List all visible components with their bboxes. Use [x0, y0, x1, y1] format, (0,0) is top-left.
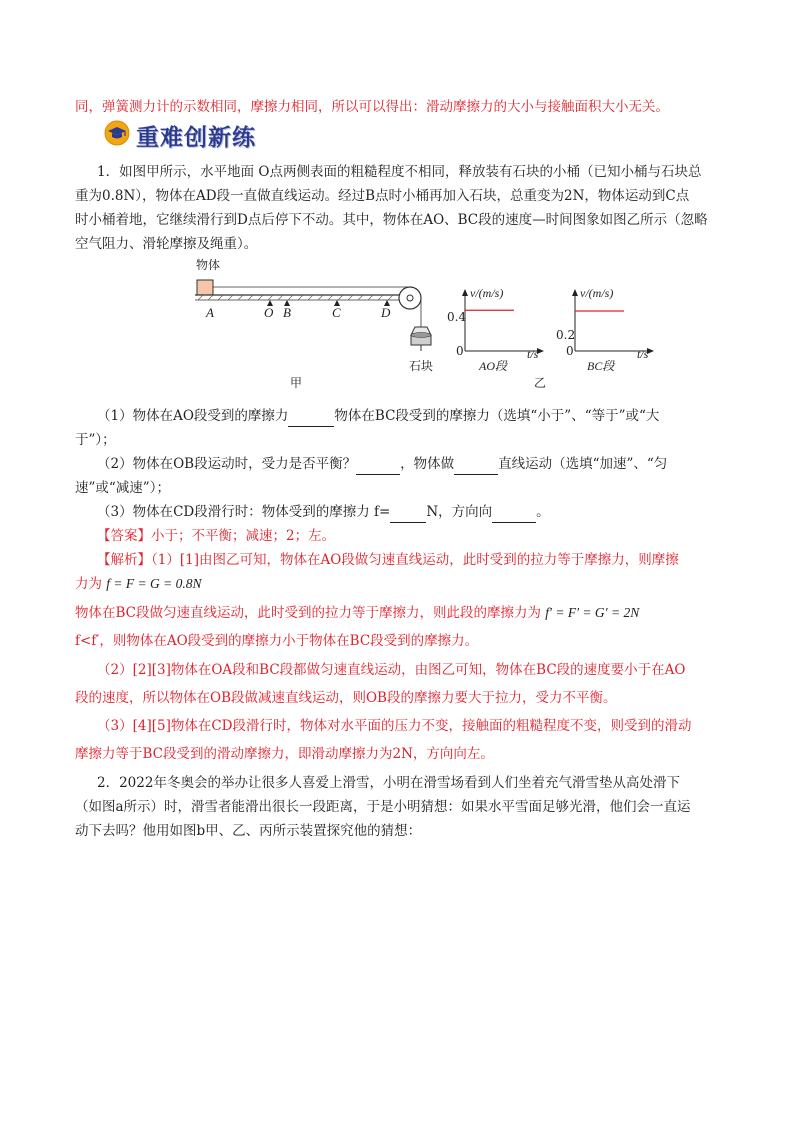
q1-line-3: 时小桶着地，它继续滑行到D点后停下不动。其中，物体在AO、BC段的速度—时间图象如图乙所示（忽略	[75, 212, 708, 228]
answer-tag: 【答案】	[97, 528, 151, 544]
analysis-line-1: 【解析】（1）[1]由图乙可知，物体在AO段做匀速直线运动，此时受到的拉力等于摩擦力，则摩擦	[97, 552, 679, 568]
answer-blank-2[interactable]	[356, 454, 400, 475]
figure-jia-caption: 甲	[290, 376, 303, 390]
point-a-label: A	[206, 305, 214, 320]
analysis-line-8: 摩擦力等于BC段受到的滑动摩擦力，即滑动摩擦力为2N，方向向左。	[75, 746, 494, 762]
object-label: 物体	[196, 258, 221, 272]
answer-text: 小于；不平衡；减速；2；左。	[151, 528, 336, 544]
answer-line	[97, 526, 335, 546]
sub1-line-2: 于”）；	[75, 432, 116, 448]
g1-origin: 0	[456, 344, 464, 358]
sub1-line: （1）物体在AO段受到的摩擦力 物体在BC段受到的摩擦力（选填“小于”、“等于”或“大	[97, 406, 659, 427]
point-c-label: C	[332, 305, 341, 320]
formula-2: f′ = F′ = G′ = 2N	[545, 605, 640, 620]
g2-tick: 0.2	[556, 328, 576, 342]
g1-tick: 0.4	[447, 310, 467, 324]
formula-1: f = F = G = 0.8N	[106, 576, 202, 591]
analysis-line-4: f<f′，则物体在AO段受到的摩擦力小于物体在BC段受到的摩擦力。	[75, 633, 479, 649]
g2-ylabel: v/(m/s)	[580, 286, 614, 300]
analysis-tag: 【解析】	[97, 552, 151, 568]
graduation-cap-icon	[104, 120, 130, 150]
analysis-line-7: （3）[4][5]物体在CD段滑行时，物体对水平面的压力不变，接触面的粗糙程度不变，则受到的滑动	[97, 718, 692, 734]
g1-xlabel: t/s	[527, 347, 539, 361]
section-title: 重难创新练	[136, 124, 256, 151]
analysis-line-6: 段的速度，所以物体在OB段做减速直线运动，则OB段的摩擦力要大于拉力，受力不平衡。	[75, 690, 617, 706]
sub2-line: （2）物体在OB段运动时，受力是否平衡？ ，物体做 直线运动（选填“加速”、“匀	[97, 454, 667, 475]
g2-segment-label: BC段	[587, 359, 615, 373]
answer-blank-1[interactable]	[288, 406, 334, 427]
sub3-line: （3）物体在CD段滑行时：物体受到的摩擦力 f= N，方向向 。	[97, 502, 550, 523]
point-d-label: D	[381, 305, 391, 320]
answer-blank-5[interactable]	[492, 502, 536, 523]
section-heading	[104, 118, 256, 152]
analysis-line-2: 力为 f = F = G = 0.8N	[75, 576, 202, 592]
figure-yi-caption: 乙	[534, 376, 547, 390]
stone-label: 石块	[409, 359, 434, 373]
object-block	[197, 280, 213, 295]
g2-xlabel: t/s	[637, 347, 649, 361]
q1-line-2: 重为0.8N），物体在AD段一直做直线运动。经过B点时小桶再加入石块，总重变为2N，物体运动到C点	[75, 188, 690, 204]
q2-line-1: 2．2022年冬奥会的举办让很多人喜爱上滑雪，小明在滑雪场看到人们坐着充气滑雪垫从高处滑下	[97, 775, 680, 791]
g1-segment-label: AO段	[479, 359, 507, 373]
q2-line-3: 动下去吗？他用如图b甲、乙、丙所示装置探究他的猜想：	[75, 823, 422, 839]
sub2-line-2: 速”或“减速”）；	[75, 480, 170, 496]
g1-ylabel: v/(m/s)	[470, 286, 504, 300]
point-o-label: O	[264, 305, 274, 320]
intro-line: 同，弹簧测力计的示数相同，摩擦力相同，所以可以得出：滑动摩擦力的大小与接触面积大小无关。	[75, 99, 669, 115]
analysis-line-3: 物体在BC段做匀速直线运动，此时受到的拉力等于摩擦力，则此段的摩擦力为 f′ = F′ = G′ = 2N	[75, 605, 640, 621]
q1-line-4: 空气阻力、滑轮摩擦及绳重）。	[75, 236, 258, 252]
analysis-line-5: （2）[2][3]物体在OA段和BC段都做匀速直线运动，由图乙可知，物体在BC段的速度要小于在AO	[97, 662, 686, 678]
q2-line-2: （如图a所示）时，滑雪者能滑出很长一段距离，于是小明猜想：如果水平雪面足够光滑，他们会一直运	[75, 799, 691, 815]
point-b-label: B	[283, 305, 291, 320]
q1-line-1: 1．如图甲所示，水平地面 O点两侧表面的粗糙程度不相同，释放装有石块的小桶（已知小桶与石块总	[97, 164, 702, 180]
g2-origin: 0	[566, 344, 574, 358]
answer-blank-3[interactable]	[454, 454, 498, 475]
answer-blank-4[interactable]	[390, 502, 426, 523]
